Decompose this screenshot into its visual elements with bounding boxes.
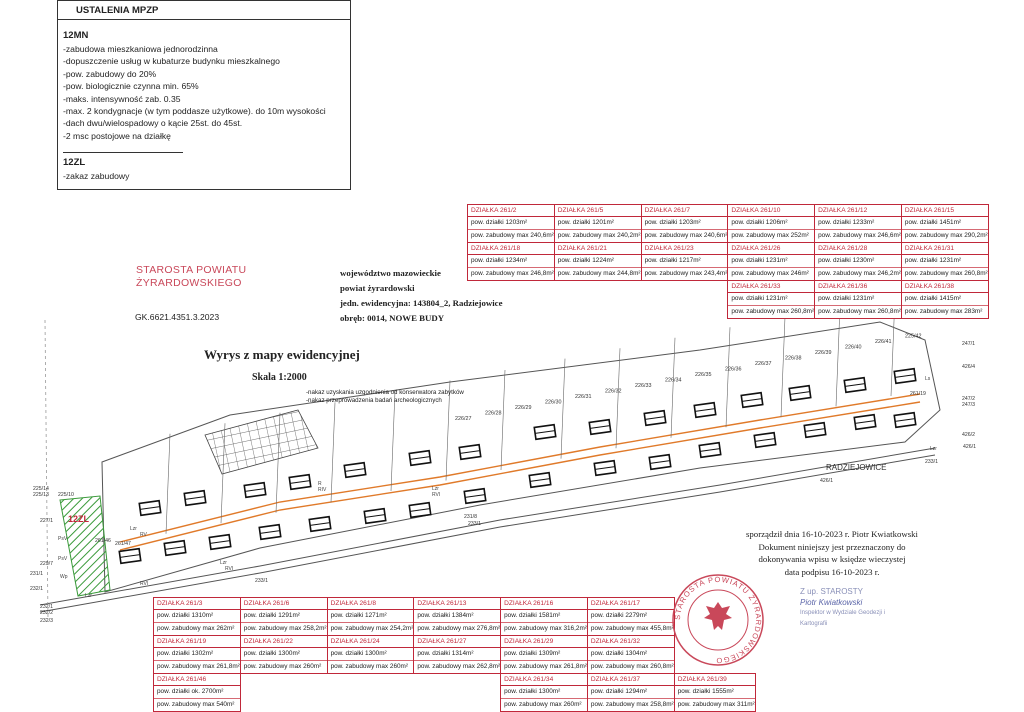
parcel-max-build: pow. zabudowy max 276,8m²: [417, 625, 501, 632]
parcel-cell: [902, 243, 988, 280]
parcel-title: DZIAŁKA 261/34: [501, 674, 587, 686]
parcel-max-build: pow. zabudowy max 244,8m²: [557, 270, 641, 277]
house-icon: [649, 455, 670, 470]
parcel-cell: [588, 636, 674, 673]
map-label: 226/30: [545, 399, 562, 406]
map-label: 232/1: [40, 604, 53, 610]
map-label: 226/28: [485, 410, 502, 417]
parcel-area: pow. działki 1201m²: [555, 217, 641, 230]
parcel-max-build: pow. zabudowy max 262,8m²: [417, 663, 501, 670]
stamp-signature: [770, 586, 910, 630]
map-label: 426/2: [962, 432, 975, 438]
plot-boundary-line: [836, 306, 840, 406]
map-label: 226/39: [815, 350, 832, 356]
zup-label: Z up. STAROSTY: [800, 587, 863, 596]
parcel-area: pow. działki 2279m²: [588, 610, 674, 623]
map-label: 261/46: [95, 538, 111, 544]
map-label: Lzr: [930, 446, 937, 452]
parcel-cell: [815, 281, 901, 318]
map-label: 226/38: [785, 355, 802, 362]
gk-number: GK.6621.4351.3.2023: [135, 312, 220, 322]
table-row: [154, 636, 756, 674]
map-label: 226/36: [725, 366, 742, 373]
parcel-cell: [675, 674, 755, 711]
note-line1: -nakaz uzyskania uzgodnienia od konserwatora zabytków: [306, 389, 464, 396]
parcel-title: DZIAŁKA 261/12: [815, 205, 901, 217]
map-label: RIV: [318, 487, 327, 493]
map-label: 225/42: [905, 333, 922, 340]
parcel-title: DZIAŁKA 261/26: [728, 243, 814, 255]
mpzp-legend: [57, 0, 351, 190]
parcel-title: DZIAŁKA 261/6: [241, 598, 327, 610]
parcel-area: pow. działki 1309m²: [501, 648, 587, 661]
parcel-max-build: pow. zabudowy max 260m²: [504, 701, 582, 708]
parcel-cell: [501, 674, 587, 711]
plot-boundary-line: [501, 370, 505, 470]
map-label: 226/31: [575, 394, 592, 400]
house-icon: [344, 463, 365, 478]
signature-block: [727, 528, 937, 578]
parcel-cell: [154, 598, 240, 635]
map-title: Wyrys z mapy ewidencyjnej: [204, 347, 360, 362]
map-label: 226/27: [455, 416, 472, 422]
legend-title: USTALENIA MPZP: [58, 1, 350, 20]
list-item: -zabudowa mieszkaniowa jednorodzinna: [63, 44, 218, 54]
parcel-cell: [588, 598, 674, 635]
map-label: RV: [140, 532, 147, 538]
house-icon: [534, 425, 555, 440]
house-icon: [119, 549, 140, 564]
parcel-title: DZIAŁKA 261/3: [154, 598, 240, 610]
parcel-max-build: pow. zabudowy max 283m²: [904, 308, 983, 315]
road-label: RADZIEJOWICE: [826, 463, 887, 472]
parcel-area: pow. działki 1233m²: [815, 217, 901, 230]
eagle-icon: [704, 602, 732, 630]
parcel-cell: [328, 636, 414, 673]
parcel-max-build: pow. zabudowy max 311m²: [677, 701, 755, 708]
parcel-title: DZIAŁKA 261/16: [501, 598, 587, 610]
parcel-max-build: pow. zabudowy max 243,4m²: [644, 270, 728, 277]
map-label: 247/2: [962, 396, 975, 402]
map-label: 247/3: [962, 402, 975, 408]
parcel-cell: [154, 674, 240, 711]
parcel-max-build: pow. zabudowy max 240,6m²: [471, 232, 554, 239]
house-icon: [364, 509, 385, 524]
map-label: 231/1: [30, 571, 43, 577]
parcel-area: pow. działki 1310m²: [154, 610, 240, 623]
parcel-cell: [154, 636, 240, 673]
parcel-cell: [588, 674, 674, 711]
location-info: [340, 266, 502, 326]
parcel-cell: [642, 205, 728, 242]
parcel-area: pow. działki 1291m²: [241, 610, 327, 623]
zone-12zl-code: 12ZL: [63, 152, 183, 168]
parcel-area: pow. działki 1415m²: [902, 293, 988, 306]
starosta-line1: STAROSTA POWIATU: [136, 264, 247, 276]
parcel-cell: [728, 243, 814, 280]
parcel-area: pow. działki 1231m²: [902, 255, 988, 268]
table-row: [468, 205, 989, 243]
parcel-area: pow. działki 1581m²: [501, 610, 587, 623]
parcel-area: pow. działki 1224m²: [555, 255, 641, 268]
parcel-max-build: pow. zabudowy max 252m²: [731, 232, 809, 239]
parcel-area: pow. działki 1231m²: [728, 293, 814, 306]
map-label: 232/2: [40, 610, 53, 616]
parcel-cell: [902, 205, 988, 242]
house-icon: [529, 473, 550, 488]
starosta-line2: ŻYRARDOWSKIEGO: [136, 277, 242, 289]
parcel-area: pow. działki 1271m²: [328, 610, 414, 623]
parcel-max-build: pow. zabudowy max 240,2m²: [557, 232, 641, 239]
parcel-max-build: pow. zabudowy max 262m²: [157, 625, 235, 632]
map-label: 233/1: [468, 521, 481, 527]
parcels-top-table: [467, 204, 989, 319]
house-icon: [139, 501, 160, 516]
map-scale: Skala 1:2000: [252, 372, 307, 383]
plot-boundary-line: [561, 359, 565, 459]
date-sign: data podpisu 16-10-2023 r.: [784, 566, 880, 577]
parcel-max-build: pow. zabudowy max 260,8m²: [590, 663, 674, 670]
house-icon: [409, 503, 430, 518]
table-row: [154, 598, 756, 636]
starosta-header: [136, 264, 246, 290]
map-label: 226/34: [665, 377, 682, 384]
zone-12mn-code: 12MN: [63, 30, 89, 41]
list-item: -dopuszczenie usług w kubaturze budynku mieszkalnego: [63, 56, 280, 67]
parcel-cell: [555, 205, 641, 242]
purpose-line2: dokonywania wpisu w księdze wieczystej: [758, 554, 906, 564]
date-line: sporządził dnia 16-10-2023 r. Piotr Kwiatkowski: [745, 529, 918, 539]
parcel-title: DZIAŁKA 261/22: [241, 636, 327, 648]
parcel-cell: [728, 205, 814, 242]
parcel-title: DZIAŁKA 261/39: [675, 674, 755, 686]
map-label: 229/7: [40, 561, 53, 567]
parcel-area: pow. działki 1294m²: [588, 686, 674, 699]
table-row: [154, 674, 756, 712]
parcel-max-build: pow. zabudowy max 246,2m²: [818, 270, 901, 277]
parcel-area: pow. działki 1231m²: [815, 293, 901, 306]
zone-12mn-list: [58, 43, 350, 142]
map-label: 261/19: [910, 391, 926, 397]
main-road: [40, 448, 935, 605]
map-label: RVI: [225, 566, 234, 572]
map-label: 225/14: [33, 486, 49, 492]
parcel-cell: [241, 636, 327, 673]
house-icon: [894, 369, 915, 384]
zone-label-12zl: 12ZL: [68, 514, 90, 524]
powiat: powiat żyrardowski: [340, 283, 415, 293]
parcel-cell: [728, 281, 814, 318]
obreb: obręb: 0014, NOWE BUDY: [340, 313, 445, 323]
list-item: -pow. biologicznie czynna min. 65%: [63, 81, 199, 92]
house-icon: [741, 393, 762, 408]
map-label: Lzr: [220, 560, 227, 566]
list-item: -maks. intensywność zab. 0.35: [63, 93, 181, 104]
purpose-line1: Dokument niniejszy jest przeznaczony do: [758, 541, 906, 552]
house-icon: [184, 491, 205, 506]
map-label: 233/1: [925, 459, 938, 465]
parcel-title: DZIAŁKA 261/21: [555, 243, 641, 255]
map-label: Wp: [60, 574, 68, 580]
plot-boundary-line: [616, 348, 620, 448]
parcel-cell: [468, 205, 554, 242]
seal-text: STAROSTA POWIATU ŻYRARDOWSKIEGO: [672, 574, 764, 666]
parcel-title: DZIAŁKA 261/10: [728, 205, 814, 217]
house-icon: [789, 386, 810, 401]
house-icon: [409, 451, 430, 466]
map-label: R: [318, 481, 322, 487]
parcel-max-build: pow. zabudowy max 258,2m²: [243, 625, 327, 632]
official-seal: [670, 572, 766, 668]
plot-boundary-line: [331, 402, 335, 502]
map-label: RVI: [432, 492, 441, 498]
parcel-title: DZIAŁKA 261/38: [902, 281, 988, 293]
parcel-title: DZIAŁKA 261/23: [642, 243, 728, 255]
parcel-max-build: pow. zabudowy max 261,8m²: [157, 663, 240, 670]
signer-role: Inspektor w Wydziale Geodezji i Kartografii: [800, 610, 885, 627]
house-icon: [164, 541, 185, 556]
house-icon: [309, 517, 330, 532]
parcels-bottom-table: [153, 597, 756, 712]
parcel-title: DZIAŁKA 261/31: [902, 243, 988, 255]
parcel-title: DZIAŁKA 261/28: [815, 243, 901, 255]
parcel-area: pow. działki 1300m²: [241, 648, 327, 661]
parcel-title: DZIAŁKA 261/37: [588, 674, 674, 686]
table-row: [468, 281, 989, 319]
house-icon: [209, 535, 230, 550]
parcel-area: pow. działki 1231m²: [728, 255, 814, 268]
parcel-max-build: pow. zabudowy max 290,2m²: [904, 232, 988, 239]
dashed-boundary: [45, 320, 48, 620]
parcel-cell: [501, 598, 587, 635]
map-label: 226/33: [635, 383, 652, 389]
parcel-max-build: pow. zabudowy max 260,8m²: [818, 308, 901, 315]
map-label: 426/1: [963, 444, 976, 450]
house-icon: [894, 413, 915, 428]
parcel-title: DZIAŁKA 261/27: [414, 636, 500, 648]
parcel-title: DZIAŁKA 261/18: [468, 243, 554, 255]
map-label: Lzr: [85, 593, 92, 599]
list-item: -max. 2 kondygnacje (w tym poddasze użytkowe). do 10m wysokości: [63, 106, 326, 117]
zone-12zl-list: [58, 170, 350, 182]
parcel-cell: [815, 243, 901, 280]
house-icon: [459, 445, 480, 460]
parcel-cell: [501, 636, 587, 673]
plot-boundary-line: [781, 317, 785, 417]
parcel-area: pow. działki 1302m²: [154, 648, 240, 661]
parcel-title: DZIAŁKA 261/19: [154, 636, 240, 648]
parcel-max-build: pow. zabudowy max 254,2m²: [330, 625, 414, 632]
house-icon: [694, 403, 715, 418]
house-icon: [589, 420, 610, 435]
map-label: 232/3: [40, 618, 53, 624]
parcel-max-build: pow. zabudowy max 260m²: [243, 663, 322, 670]
map-label: 226/37: [755, 361, 772, 367]
parcel-title: DZIAŁKA 261/2: [468, 205, 554, 217]
parcel-area: pow. działki 1384m²: [414, 610, 500, 623]
plot-boundary-line: [671, 338, 675, 438]
parcel-area: pow. działki 1300m²: [501, 686, 587, 699]
plot-boundary-line: [391, 391, 395, 491]
parcel-title: DZIAŁKA 261/5: [555, 205, 641, 217]
parcel-area: pow. działki 1206m²: [728, 217, 814, 230]
map-label: PsV: [58, 536, 68, 542]
parcel-area: pow. działki 1203m²: [468, 217, 554, 230]
house-icon: [464, 489, 485, 504]
map-label: RVI: [140, 581, 149, 587]
parcel-title: DZIAŁKA 261/8: [328, 598, 414, 610]
map-label: 226/41: [875, 339, 892, 345]
plot-boundary-line: [166, 434, 170, 534]
parcel-title: DZIAŁKA 261/32: [588, 636, 674, 648]
map-label: 261/47: [115, 541, 131, 547]
parcel-area: pow. działki 1451m²: [902, 217, 988, 230]
house-icon: [844, 378, 865, 393]
parcel-max-build: pow. zabudowy max 246,8m²: [471, 270, 554, 277]
map-label: 233/1: [255, 578, 268, 584]
parcel-max-build: pow. zabudowy max 540m²: [157, 701, 235, 708]
list-item: -zakaz zabudowy: [63, 171, 130, 182]
signer-name: Piotr Kwiatkowski: [800, 598, 863, 607]
plot-boundary-line: [726, 327, 730, 427]
jednostka: jedn. ewidencyjna: 143804_2, Radziejowice: [340, 298, 503, 308]
map-label: Lzr: [432, 486, 439, 492]
parcel-area: pow. działki 1234m²: [468, 255, 554, 268]
map-label: 226/35: [695, 372, 712, 378]
note-line2: -nakaz przeprowadzenia badań archeologicznych: [306, 397, 442, 404]
parcel-title: DZIAŁKA 261/29: [501, 636, 587, 648]
map-label: PsV: [58, 556, 68, 562]
parcel-max-build: pow. zabudowy max 260,8m²: [731, 308, 815, 315]
parcel-cell: [414, 636, 500, 673]
parcel-max-build: pow. zabudowy max 258,8m²: [590, 701, 674, 708]
parcel-max-build: pow. zabudowy max 246m²: [731, 270, 809, 277]
parcel-max-build: pow. zabudowy max 240,6m²: [644, 232, 728, 239]
conservation-note: [306, 389, 464, 405]
house-icon: [289, 475, 310, 490]
house-icon: [699, 443, 720, 458]
map-label: 426/1: [820, 478, 833, 484]
parcel-max-build: pow. zabudowy max 261,8m²: [504, 663, 587, 670]
map-label: 226/32: [605, 388, 622, 395]
parcel-title: DZIAŁKA 261/24: [328, 636, 414, 648]
list-item: -pow. zabudowy do 20%: [63, 68, 157, 79]
parcel-title: DZIAŁKA 261/36: [815, 281, 901, 293]
parcel-area: pow. działki 1217m²: [642, 255, 728, 268]
zone-12zl-area: [60, 496, 110, 596]
map-label: 227/1: [40, 518, 53, 524]
archaeology-grid-area: [205, 410, 318, 474]
parcel-max-build: pow. zabudowy max 316,2m²: [504, 625, 587, 632]
cadastral-map: [0, 300, 1024, 630]
parcel-title: DZIAŁKA 261/13: [414, 598, 500, 610]
parcel-area: pow. działki 1300m²: [328, 648, 414, 661]
map-label: 226/29: [515, 405, 532, 411]
house-icon: [854, 415, 875, 430]
map-label: 225/13: [33, 492, 49, 498]
parcel-max-build: pow. zabudowy max 455,8m²: [590, 625, 674, 632]
parcel-title: DZIAŁKA 261/33: [728, 281, 814, 293]
parcel-cell: [555, 243, 641, 280]
parcel-area: pow. działki 1304m²: [588, 648, 674, 661]
parcel-cell: [642, 243, 728, 280]
parcel-cell: [328, 598, 414, 635]
house-icon: [754, 433, 775, 448]
parcel-title: DZIAŁKA 261/46: [154, 674, 240, 686]
map-label: Ls: [925, 376, 931, 382]
map-label: 426/4: [962, 364, 975, 370]
parcel-cell: [414, 598, 500, 635]
parcel-cell: [815, 205, 901, 242]
parcel-area: pow. działki ok. 2700m²: [154, 686, 240, 699]
map-label: Lzr: [130, 526, 137, 532]
house-icon: [259, 525, 280, 540]
house-icon: [594, 461, 615, 476]
parcel-area: pow. działki 1203m²: [642, 217, 728, 230]
parcel-max-build: pow. zabudowy max 246,6m²: [818, 232, 901, 239]
map-label: 226/40: [845, 344, 862, 351]
list-item: -dach dwu/wielospadowy o kącie 25st. do 45st.: [63, 118, 243, 129]
wojewodztwo: województwo mazowieckie: [340, 268, 441, 278]
parcel-max-build: pow. zabudowy max 260,8m²: [904, 270, 988, 277]
parcel-area: pow. działki 1230m²: [815, 255, 901, 268]
table-row: [468, 243, 989, 281]
parcel-cell: [241, 598, 327, 635]
parcel-area: pow. działki 1555m²: [675, 686, 755, 699]
parcel-cell: [902, 281, 988, 318]
map-label: 247/1: [962, 341, 975, 347]
parcel-area: pow. działki 1314m²: [414, 648, 500, 661]
parcel-title: DZIAŁKA 261/7: [642, 205, 728, 217]
house-icon: [804, 423, 825, 438]
list-item: -2 msc postojowe na działkę: [63, 130, 171, 141]
house-icon: [244, 483, 265, 498]
map-label: 232/1: [30, 586, 43, 592]
parcel-title: DZIAŁKA 261/17: [588, 598, 674, 610]
map-label: 225/10: [58, 492, 74, 498]
parcel-max-build: pow. zabudowy max 260m²: [330, 663, 408, 670]
map-label: 231/8: [464, 514, 477, 520]
parcel-title: DZIAŁKA 261/15: [902, 205, 988, 217]
house-icon: [644, 411, 665, 426]
